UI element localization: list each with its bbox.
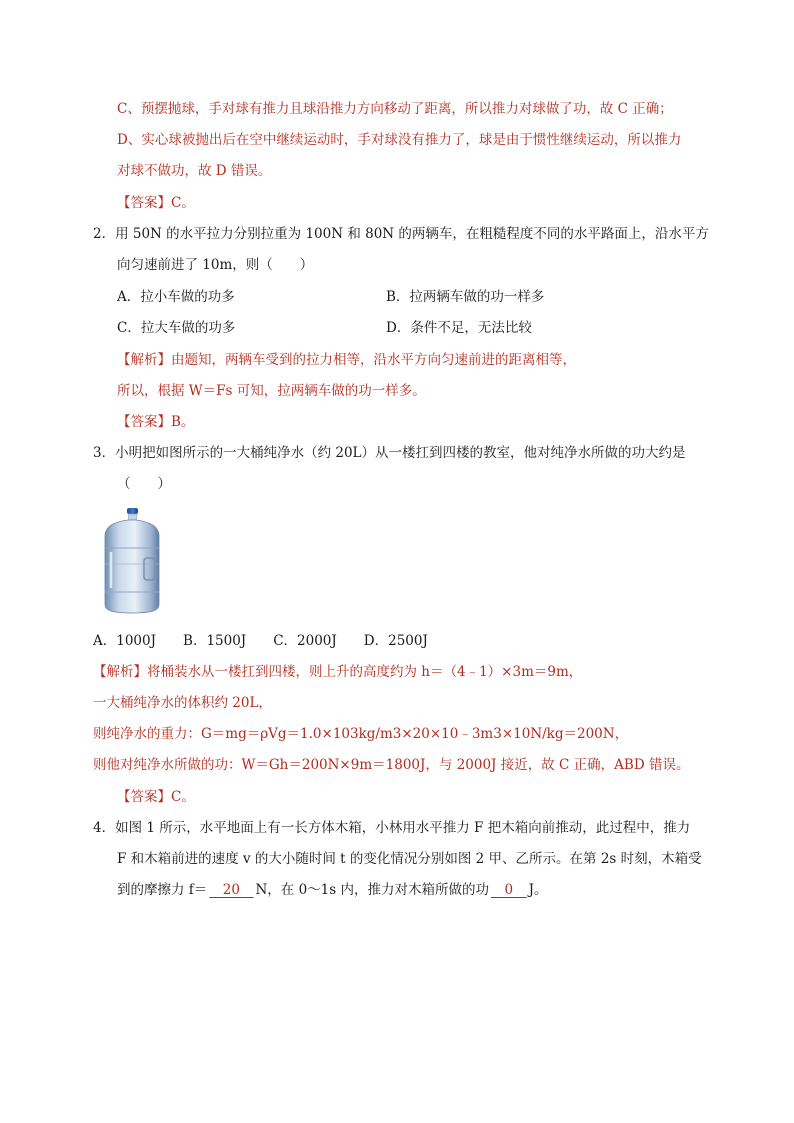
- q3-analysis-line1: 【解析】将桶装水从一楼扛到四楼，则上升的高度约为 h＝（4﹣1）×3m＝9m，: [93, 664, 583, 680]
- q2-stem-line2: 向匀速前进了 10m，则（ ）: [117, 257, 314, 273]
- q4-stem-line1: 4．如图 1 所示，水平地面上有一长方体木箱，小林用水平推力 F 把木箱向前推动，此过程中，推力: [93, 820, 691, 836]
- q1-option-d-analysis-line1: D、实心球被抛出后在空中继续运动时，手对球没有推力了，球是由于惯性继续运动，所以推力: [117, 132, 682, 148]
- q4-stem-text-b: N，在 0～1s 内，推力对木箱所做的功: [255, 882, 489, 898]
- q4-stem-line3: [117, 880, 548, 900]
- q3-stem-line1: 3．小明把如图所示的一大桶纯净水（约 20L）从一楼扛到四楼的教室，他对纯净水所做的功大约是: [93, 445, 686, 461]
- q4-stem-text-c: J。: [528, 882, 548, 898]
- q3-answer: 【答案】C。: [117, 789, 195, 805]
- q3-analysis-line3: 则纯净水的重力：G＝mg＝ρVg＝1.0×103kg/m3×20×10﹣3m3×10N/kg＝200N，: [93, 726, 629, 742]
- q4-blank-friction: 20: [209, 882, 254, 898]
- q4-stem-text-a: 到的摩擦力 f＝: [117, 882, 208, 898]
- q3-stem-line2: （ ）: [117, 476, 171, 492]
- q1-answer: 【答案】C。: [117, 195, 195, 211]
- q2-stem-line1: 2．用 50N 的水平拉力分别拉重为 100N 和 80N 的两辆车，在粗糙程度不同的水平路面上，沿水平方: [93, 226, 709, 242]
- q2-answer: 【答案】B。: [117, 414, 195, 430]
- q2-option-c: C．拉大车做的功多: [117, 320, 236, 336]
- q2-option-a: A．拉小车做的功多: [117, 289, 235, 305]
- q2-option-d: D．条件不足，无法比较: [386, 320, 532, 336]
- q2-analysis-line2: 所以，根据 W＝Fs 可知，拉两辆车做的功一样多。: [117, 383, 426, 399]
- q2-option-b: B．拉两辆车做的功一样多: [386, 289, 545, 305]
- q3-analysis-line4: 则他对纯净水所做的功：W＝Gh＝200N×9m＝1800J，与 2000J 接近，故 C 正确，ABD 错误。: [93, 757, 690, 773]
- q3-analysis-line2: 一大桶纯净水的体积约 20L，: [93, 695, 272, 711]
- q4-stem-line2: F 和木箱前进的速度 v 的大小随时间 t 的变化情况分别如图 2 甲、乙所示。在第 2s 时刻，木箱受: [117, 851, 702, 867]
- q4-blank-work: 0: [491, 882, 527, 898]
- q1-option-c-analysis: C、预摆抛球，手对球有推力且球沿推力方向移动了距离，所以推力对球做了功，故 C 正确；: [117, 101, 673, 117]
- water-bottle-image: [100, 508, 164, 614]
- q1-option-d-analysis-line2: 对球不做功，故 D 错误。: [117, 163, 272, 179]
- q2-analysis-line1: 【解析】由题知，两辆车受到的拉力相等，沿水平方向匀速前进的距离相等，: [117, 352, 576, 368]
- q3-options: A．1000J B．1500J C．2000J D．2500J: [93, 633, 428, 649]
